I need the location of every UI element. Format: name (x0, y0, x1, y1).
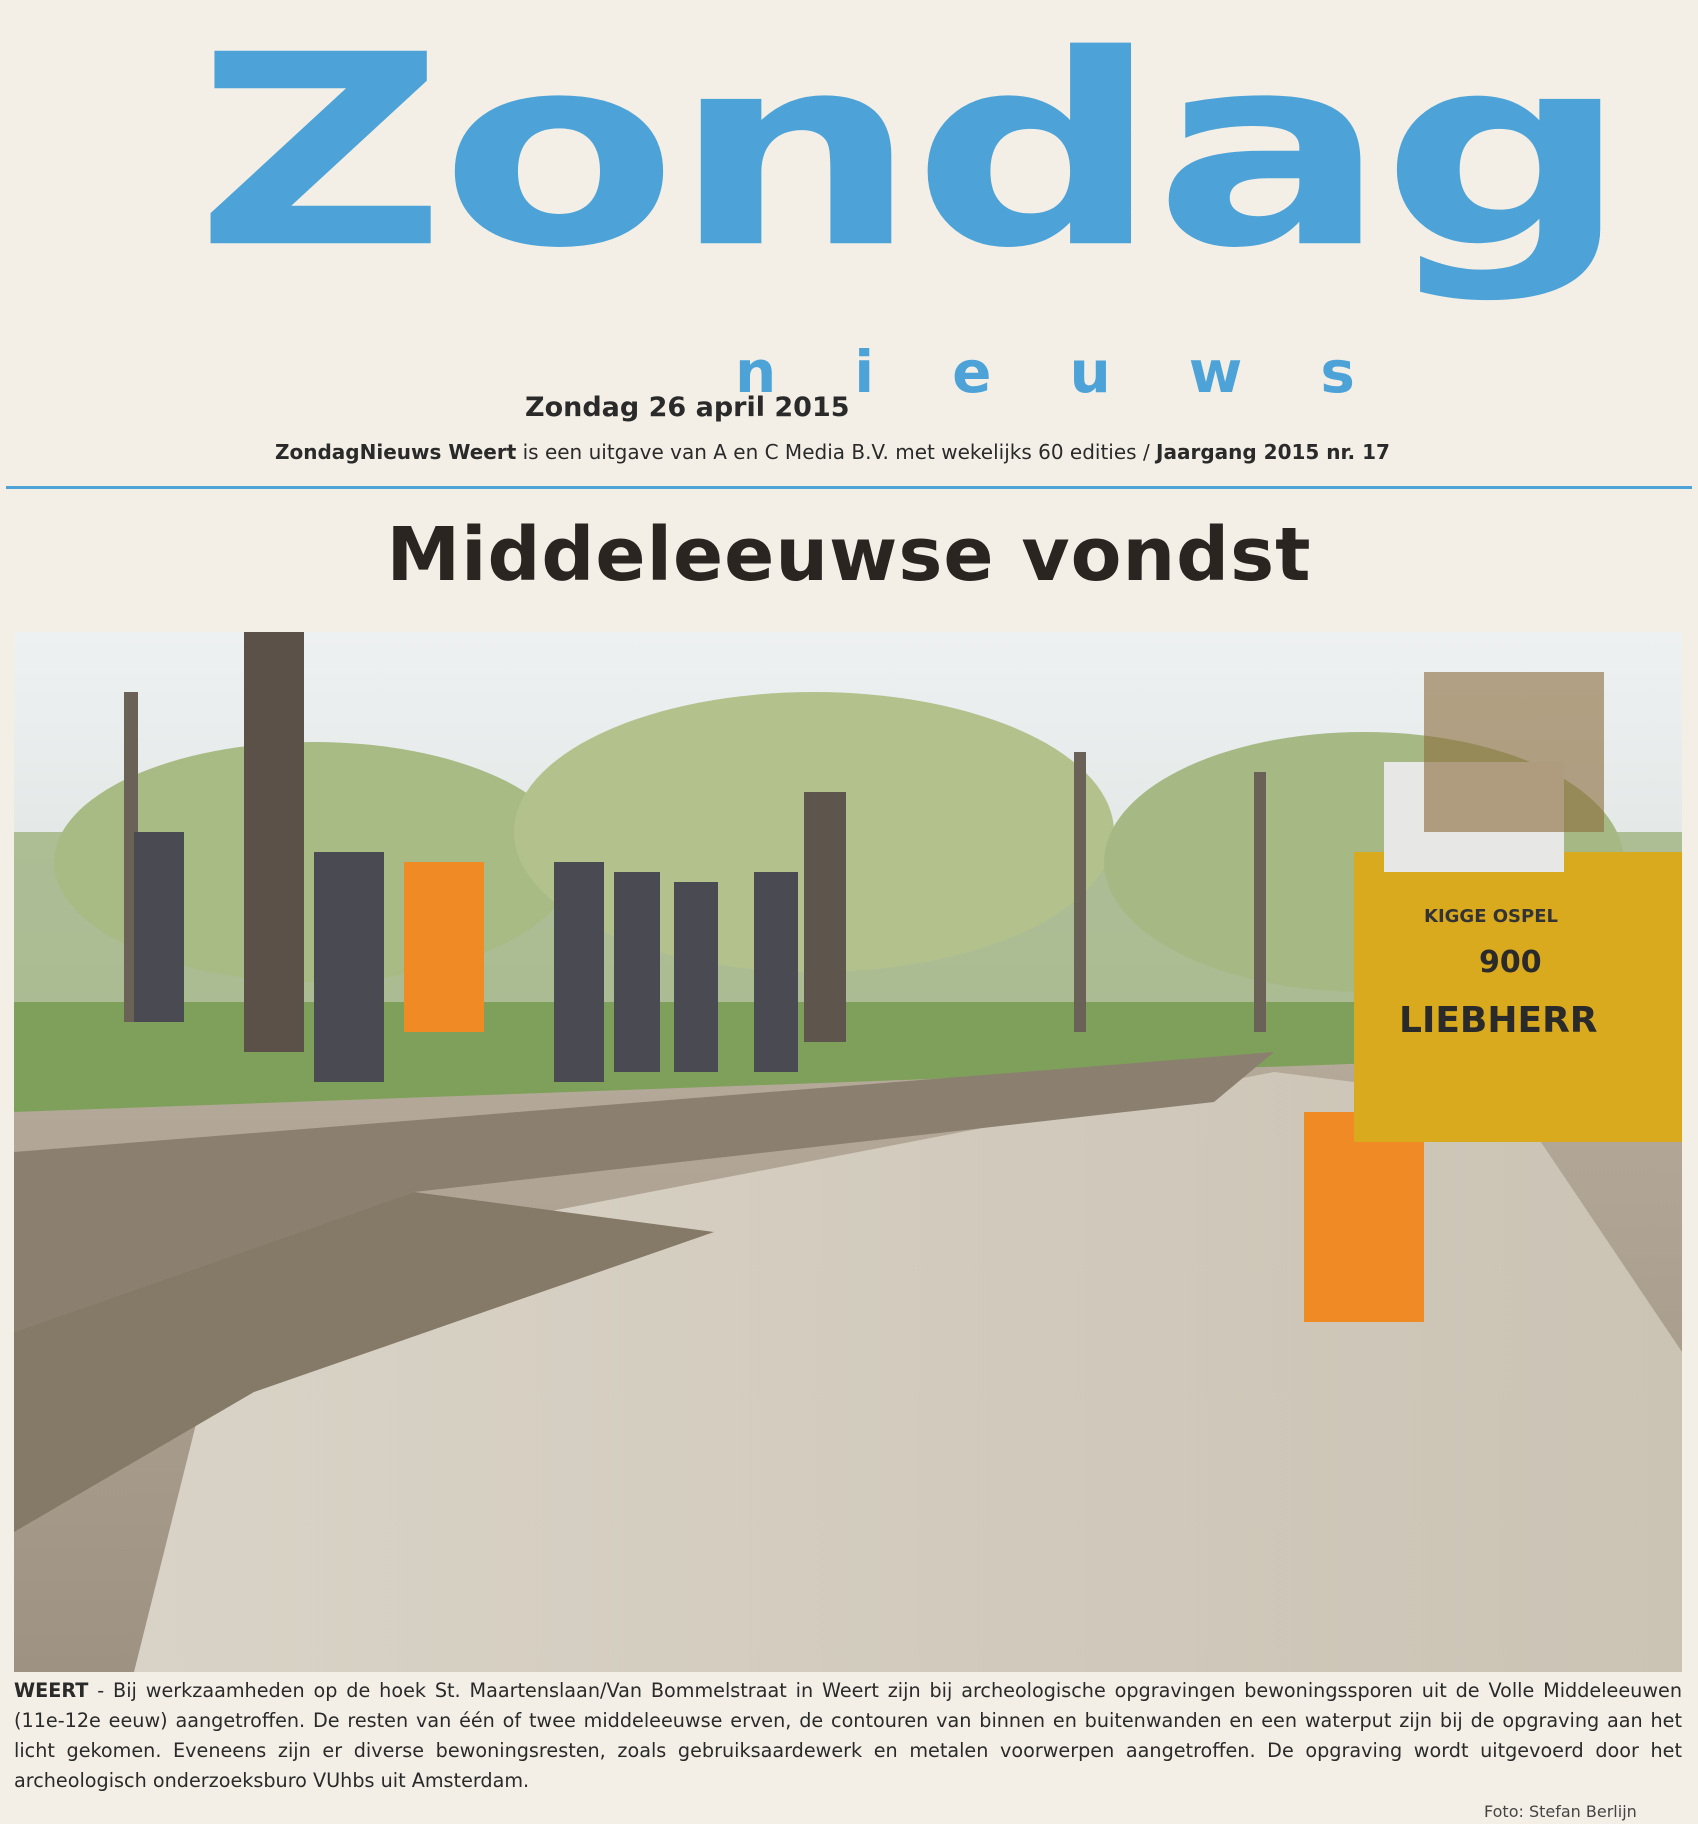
article-photo (14, 632, 1682, 1672)
excavator-brand: LIEBHERR (1399, 1000, 1598, 1041)
article-body (14, 1676, 1682, 1796)
masthead-title: Zondag (195, 0, 1624, 306)
excavator-owner: KIGGE OSPEL (1424, 906, 1558, 927)
imprint-issue: Jaargang 2015 nr. 17 (1156, 440, 1390, 464)
excavation-photo (14, 632, 1682, 1672)
masthead (195, 0, 1675, 406)
imprint-text: is een uitgave van A en C Media B.V. met wekelijks 60 edities / (516, 440, 1157, 464)
article-dateline: WEERT (14, 1679, 89, 1702)
imprint-name: ZondagNieuws Weert (275, 440, 517, 464)
masthead-divider (6, 486, 1692, 489)
article-headline: Middeleeuwse vondst (386, 512, 1312, 598)
issue-date: Zondag 26 april 2015 (525, 392, 850, 423)
excavator-model: 900 (1479, 945, 1542, 980)
photo-credit: Foto: Stefan Berlijn (1484, 1802, 1637, 1821)
article-text: - Bij werkzaamheden op de hoek St. Maartenslaan/Van Bommelstraat in Weert zijn bij archeologische opgravingen bewoningssporen uit de Volle Middeleeuwen (11e-12e eeuw) aangetroffen. De resten van één of twee middeleeuwse erven, de contouren van binnen en buitenwanden en een waterput zijn bij de opgraving aan het licht gekomen. Eveneens zijn er diverse bewoningsresten, zoals gebruiksaardewerk en metalen voorwerpen aangetroffen. De opgraving wordt uitgevoerd door het archeologisch onderzoeksburo VUhbs uit Amsterdam. (14, 1679, 1682, 1792)
imprint-line (275, 440, 1390, 464)
masthead-subtitle: nieuws (735, 338, 1433, 406)
